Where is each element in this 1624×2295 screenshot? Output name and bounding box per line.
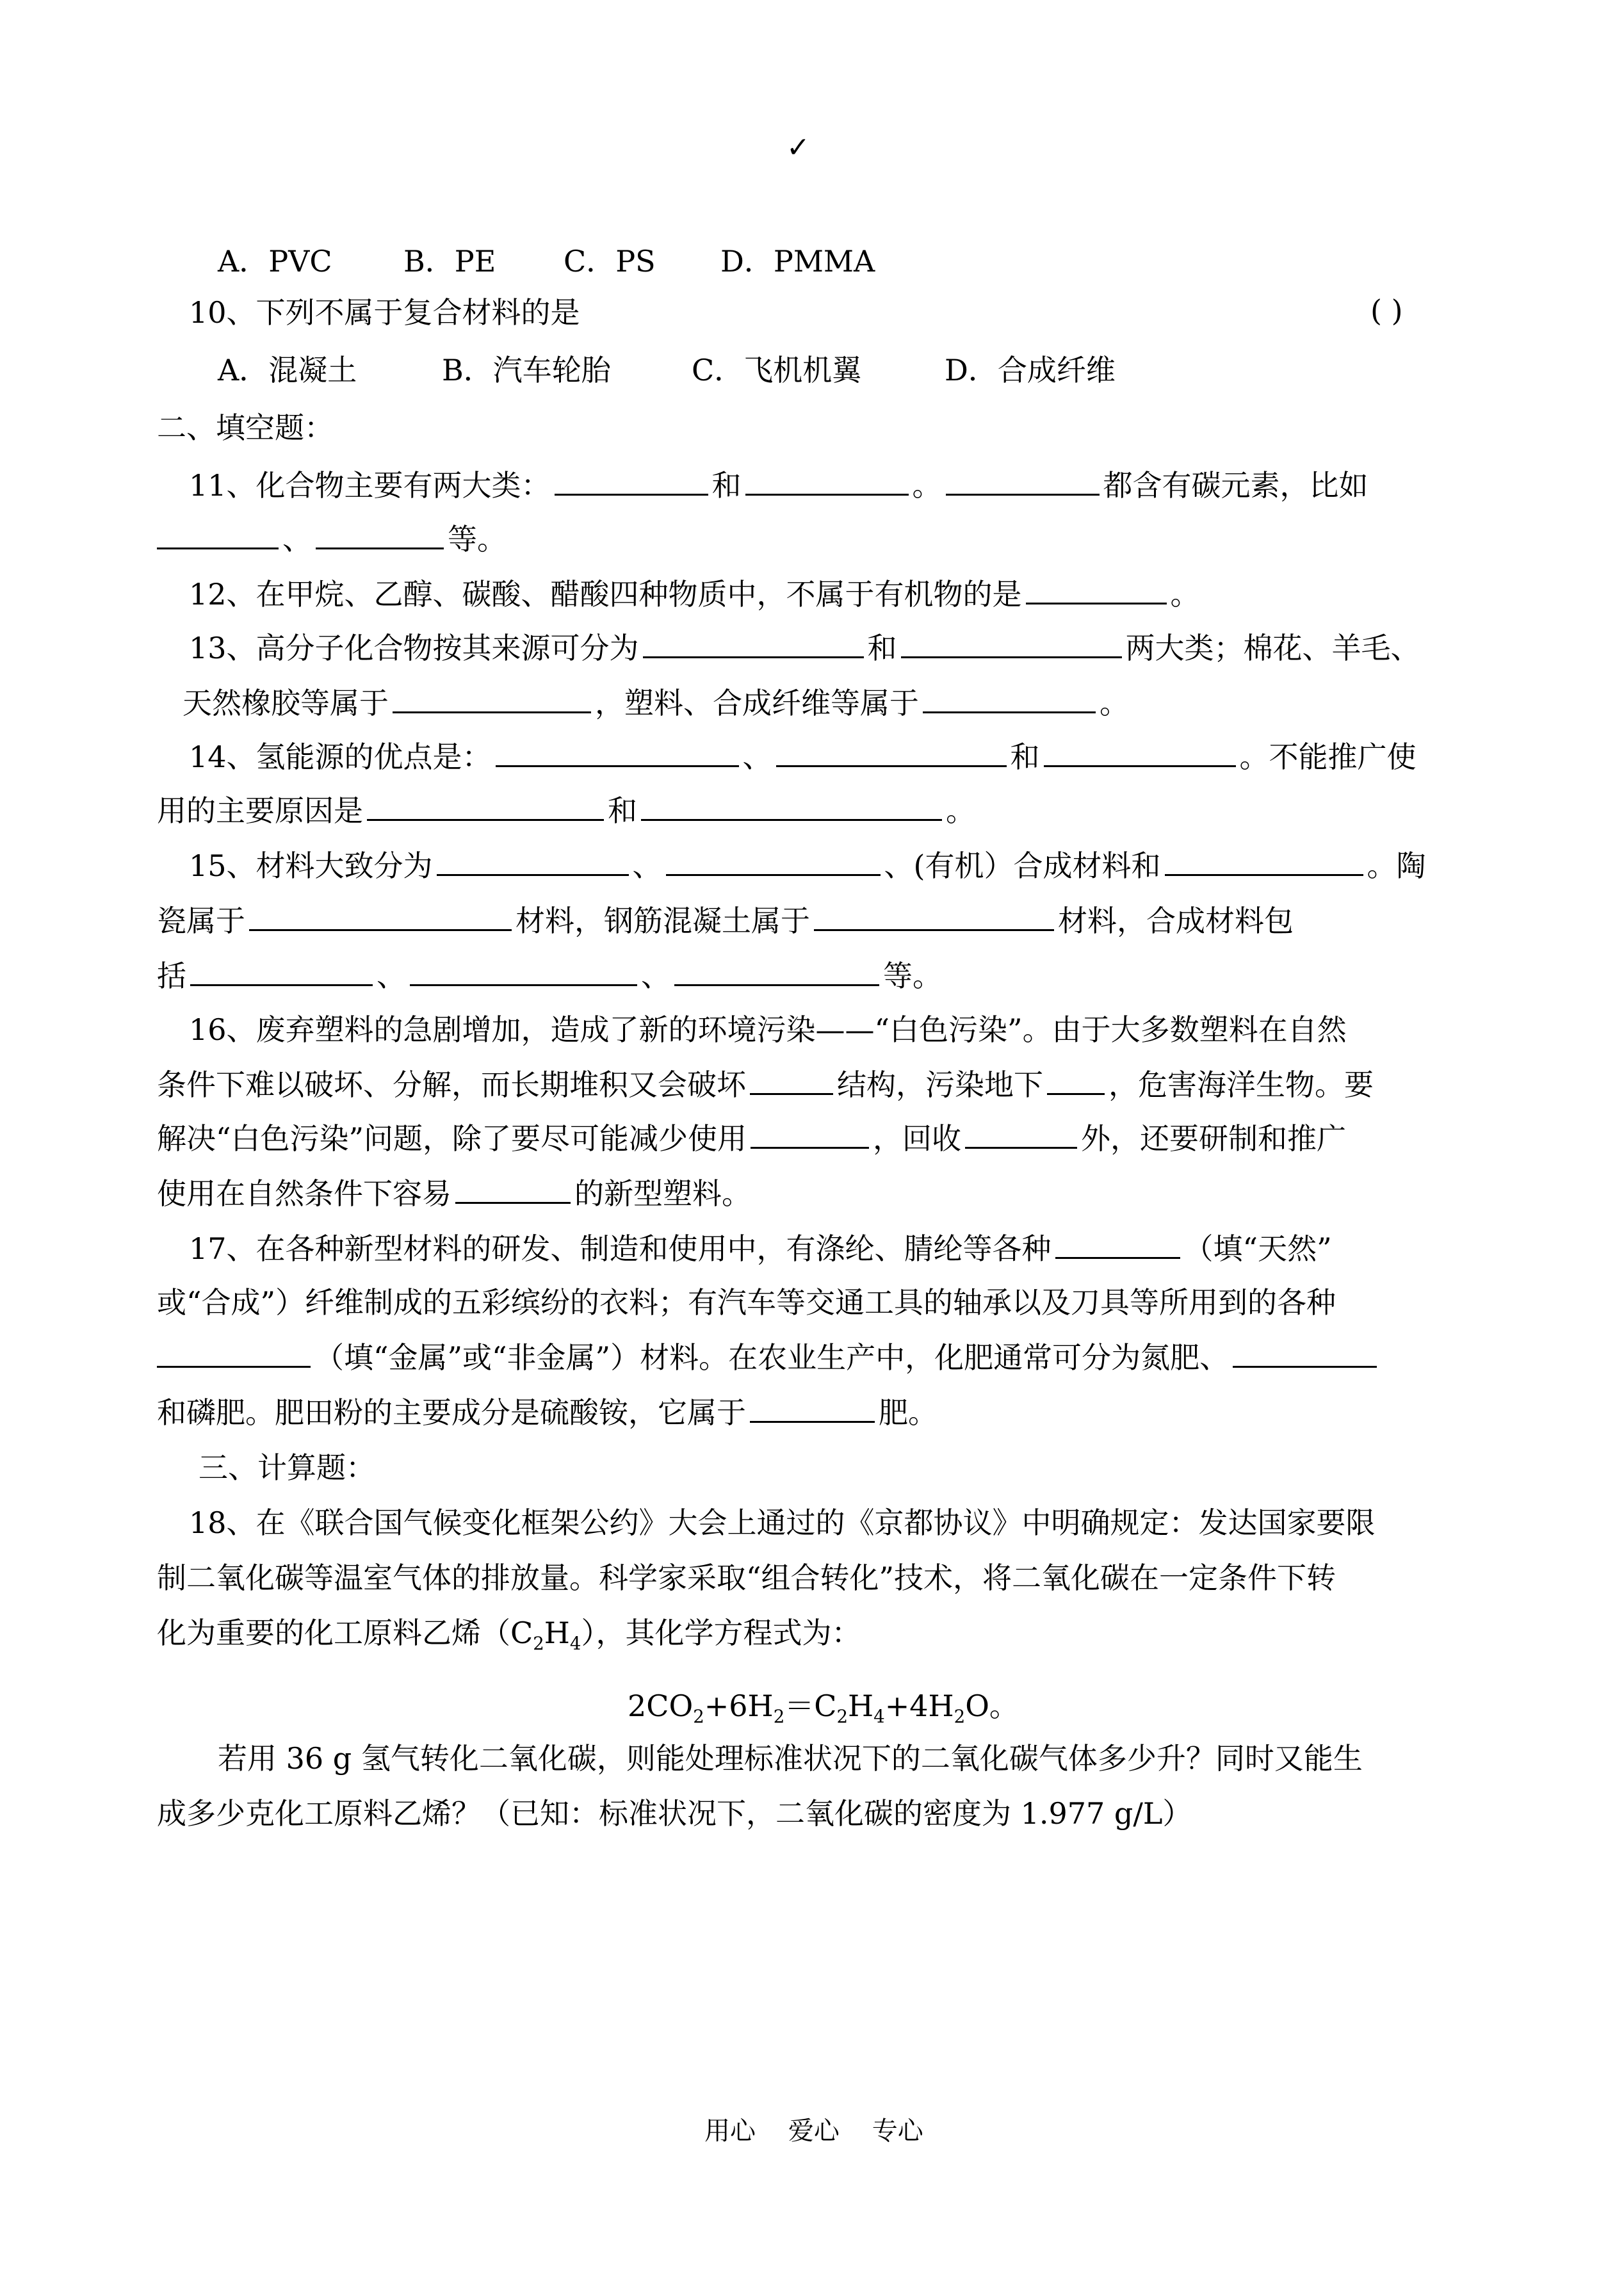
q17-line3: （填“金属”或“非金属”）材料。在农业生产中，化肥通常可分为氮肥、 <box>157 1338 1381 1377</box>
q9-option-a: A．PVC <box>218 244 332 279</box>
q10-option-b: B．汽车轮胎 <box>442 353 611 387</box>
q17-line4: 和磷肥。肥田粉的主要成分是硫酸铵，它属于 肥。 <box>157 1395 938 1430</box>
q12-line: 12、在甲烷、乙醇、碳酸、醋酸四种物质中，不属于有机物的是 。 <box>189 577 1200 612</box>
q16-line1: 16、废弃塑料的急剧增加，造成了新的环境污染——“白色污染”。由于大多数塑料在自然 <box>189 1012 1347 1047</box>
answer-blank[interactable] <box>901 631 1122 658</box>
q10-stem: 10、下列不属于复合材料的是 <box>189 295 580 330</box>
q13-line2: 天然橡胶等属于 ，塑料、合成纤维等属于 。 <box>183 686 1129 720</box>
q17-line2: 或“合成”）纤维制成的五彩缤纷的衣料；有汽车等交通工具的轴承以及刀具等所用到的各种 <box>157 1285 1336 1320</box>
answer-blank[interactable] <box>1055 1231 1180 1259</box>
q13-line1: 13、高分子化合物按其来源可分为 和 两大类；棉花、羊毛、 <box>189 631 1420 665</box>
answer-blank[interactable] <box>1165 848 1363 876</box>
answer-blank[interactable] <box>367 793 604 821</box>
answer-blank[interactable] <box>316 522 444 549</box>
q9-option-b: B．PE <box>403 244 496 279</box>
q10-option-d: D．合成纤维 <box>945 353 1116 387</box>
q16-line3: 解决“白色污染”问题，除了要尽可能减少使用 ，回收 外，还要研制和推广 <box>157 1121 1347 1156</box>
q9-option-c: C．PS <box>564 244 656 279</box>
answer-blank[interactable] <box>157 1340 311 1368</box>
q17-line1: 17、在各种新型材料的研发、制造和使用中，有涤纶、腈纶等各种 （填“天然” <box>189 1231 1332 1266</box>
q9-option-d: D．PMMA <box>720 244 875 279</box>
answer-blank[interactable] <box>190 959 373 986</box>
q10-option-a: A．混凝土 <box>218 353 357 387</box>
answer-blank[interactable] <box>496 740 739 767</box>
answer-blank[interactable] <box>750 1067 833 1095</box>
answer-blank[interactable] <box>643 631 864 658</box>
section-calculation-title: 三、计算题： <box>199 1450 375 1485</box>
q16-line2: 条件下难以破坏、分解，而长期堆积又会破坏 结构，污染地下 ，危害海洋生物。要 <box>157 1067 1374 1102</box>
section-fill-blank-title: 二、填空题： <box>157 410 334 445</box>
answer-blank[interactable] <box>555 468 708 496</box>
answer-blank[interactable] <box>641 793 942 821</box>
q18-line2: 制二氧化碳等温室气体的排放量。科学家采取“组合转化”技术，将二氧化碳在一定条件下转 <box>157 1561 1336 1595</box>
answer-blank[interactable] <box>674 959 879 986</box>
answer-blank[interactable] <box>1026 577 1167 604</box>
answer-blank[interactable] <box>745 468 909 496</box>
q15-line3: 括 、 、 等。 <box>157 959 942 993</box>
answer-blank[interactable] <box>1047 1067 1105 1095</box>
answer-blank[interactable] <box>946 468 1100 496</box>
answer-blank[interactable] <box>965 1121 1077 1149</box>
check-mark: ✓ <box>786 131 810 164</box>
q14-line2: 用的主要原因是 和 。 <box>157 793 975 828</box>
q18-line5: 成多少克化工原料乙烯？（已知：标准状况下，二氧化碳的密度为 1.977 g/L） <box>157 1796 1192 1831</box>
q10-option-c: C．飞机机翼 <box>692 353 862 387</box>
q18-line1: 18、在《联合国气候变化框架公约》大会上通过的《京都协议》中明确规定：发达国家要限 <box>189 1505 1376 1540</box>
answer-blank[interactable] <box>157 522 279 549</box>
answer-blank[interactable] <box>393 686 591 713</box>
q11-line2: 、 等。 <box>157 520 507 558</box>
answer-blank[interactable] <box>455 1176 571 1204</box>
q15-line1: 15、材料大致分为 、 、(有机）合成材料和 。陶 <box>189 848 1426 883</box>
answer-blank[interactable] <box>666 848 881 876</box>
answer-blank[interactable] <box>1233 1340 1377 1368</box>
q16-line4: 使用在自然条件下容易 的新型塑料。 <box>157 1176 751 1211</box>
answer-blank[interactable] <box>751 1121 869 1149</box>
answer-blank[interactable] <box>923 686 1096 713</box>
q10-answer-paren: ( ) <box>1370 293 1403 328</box>
answer-blank[interactable] <box>410 959 637 986</box>
chemical-equation: $2CO_2+6H_2=C_2H_4+4H_2O$。 <box>628 1689 1019 1728</box>
answer-blank[interactable] <box>814 904 1054 931</box>
answer-blank[interactable] <box>1044 740 1236 767</box>
answer-blank[interactable] <box>249 904 512 931</box>
q14-line1: 14、氢能源的优点是： 、 和 。不能推广使 <box>189 740 1417 774</box>
page-footer: 用心 爱心 专心 <box>704 2116 923 2146</box>
q18-line4: 若用 36 g 氢气转化二氧化碳，则能处理标准状况下的二氧化碳气体多少升？同时又能生 <box>218 1741 1363 1776</box>
q15-line2: 瓷属于 材料，钢筋混凝土属于 材料，合成材料包 <box>157 904 1294 938</box>
q11-line1: 11、化合物主要有两大类： 和 。 都含有碳元素，比如 <box>189 468 1368 503</box>
answer-blank[interactable] <box>750 1395 875 1423</box>
answer-blank[interactable] <box>776 740 1007 767</box>
answer-blank[interactable] <box>437 848 629 876</box>
q18-line3: 化为重要的化工原料乙烯$(C_2H_4)$，其化学方程式为： <box>157 1616 861 1655</box>
